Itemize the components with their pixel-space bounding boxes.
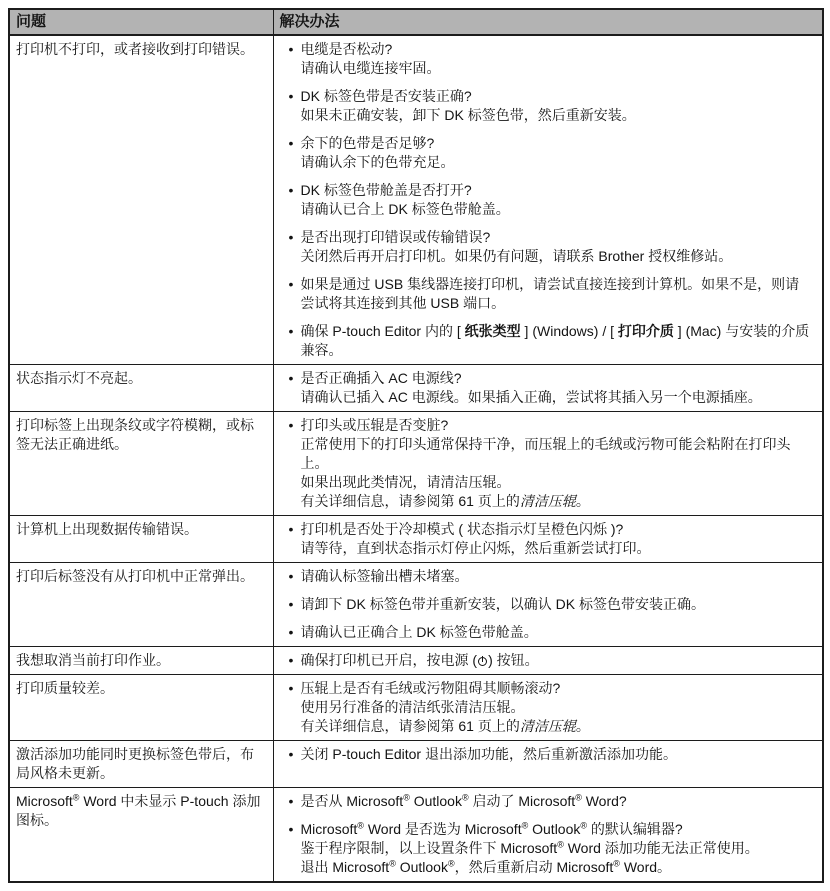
problem-cell: Microsoft® Word 中未显示 P-touch 添加图标。 xyxy=(9,788,273,883)
solution-item: • 余下的色带是否足够? 请确认余下的色带充足。 xyxy=(288,134,813,172)
solution-item: • 如果是通过 USB 集线器连接打印机，请尝试直接连接到计算机。如果不是，则请尝试将其连接到其他 USB 端口。 xyxy=(288,275,813,313)
solution-cell xyxy=(273,35,823,365)
solution-item: • 打印机是否处于冷却模式 ( 状态指示灯呈橙色闪烁 )? 请等待，直到状态指示灯停止闪烁，然后重新尝试打印。 xyxy=(288,520,813,558)
problem-cell: 状态指示灯不亮起。 xyxy=(9,365,273,412)
solution-item: • 请确认已正确合上 DK 标签色带舱盖。 xyxy=(288,623,813,642)
solution-item: • 压辊上是否有毛绒或污物阻碍其顺畅滚动? 使用另行准备的清洁纸张清洁压辊。 有关详细信息，请参阅第 61 页上的清洁压辊。 xyxy=(288,679,813,736)
solution-cell xyxy=(273,788,823,883)
solution-cell xyxy=(273,675,823,741)
table-row xyxy=(9,563,823,647)
solution-item: • 关闭 P-touch Editor 退出添加功能，然后重新激活添加功能。 xyxy=(288,745,813,764)
solution-item: • 是否从 Microsoft® Outlook® 启动了 Microsoft® Word? xyxy=(288,792,813,811)
solution-list xyxy=(288,792,813,877)
header-row xyxy=(9,9,823,35)
solution-list xyxy=(288,40,813,360)
solution-item: • 打印头或压辊是否变脏? 正常使用下的打印头通常保持干净，而压辊上的毛绒或污物可能会粘附在打印头上。 如果出现此类情况，请清洁压辊。 有关详细信息，请参阅第 61 页上的清洁压辊。 xyxy=(288,416,813,511)
solution-cell xyxy=(273,647,823,675)
table-row xyxy=(9,516,823,563)
problem-cell: 计算机上出现数据传输错误。 xyxy=(9,516,273,563)
problem-cell: 打印标签上出现条纹或字符模糊，或标签无法正确进纸。 xyxy=(9,412,273,516)
solution-column-header: 解决办法 xyxy=(273,9,823,35)
power-icon xyxy=(478,657,487,666)
solution-item: • 确保打印机已开启，按电源 ( ) 按钮。 xyxy=(288,651,813,670)
solution-item: • 是否正确插入 AC 电源线? 请确认已插入 AC 电源线。如果插入正确，尝试将其插入另一个电源插座。 xyxy=(288,369,813,407)
solution-cell xyxy=(273,365,823,412)
solution-list xyxy=(288,567,813,642)
table-row xyxy=(9,647,823,675)
problem-cell: 打印后标签没有从打印机中正常弹出。 xyxy=(9,563,273,647)
solution-cell xyxy=(273,563,823,647)
solution-list xyxy=(288,416,813,511)
problem-cell: 我想取消当前打印作业。 xyxy=(9,647,273,675)
solution-item: • DK 标签色带舱盖是否打开? 请确认已合上 DK 标签色带舱盖。 xyxy=(288,181,813,219)
problem-column-header: 问题 xyxy=(9,9,273,35)
problem-cell: 激活添加功能同时更换标签色带后，布局风格未更新。 xyxy=(9,741,273,788)
solution-item: • 是否出现打印错误或传输错误? 关闭然后再开启打印机。如果仍有问题，请联系 Brother 授权维修站。 xyxy=(288,228,813,266)
solution-item: • Microsoft® Word 是否选为 Microsoft® Outlook® 的默认编辑器? 鉴于程序限制，以上设置条件下 Microsoft® Word 添加功能无法正常使用。 退出 Microsoft® Outlook®，然后重新启动 Microsoft® Word。 xyxy=(288,820,813,877)
problem-cell: 打印机不打印，或者接收到打印错误。 xyxy=(9,35,273,365)
table-row xyxy=(9,35,823,365)
solution-list xyxy=(288,651,813,670)
table-row xyxy=(9,741,823,788)
solution-item: • 请卸下 DK 标签色带并重新安装，以确认 DK 标签色带安装正确。 xyxy=(288,595,813,614)
table-row xyxy=(9,412,823,516)
table-row xyxy=(9,365,823,412)
solution-cell xyxy=(273,516,823,563)
solution-list xyxy=(288,745,813,764)
troubleshooting-table xyxy=(8,8,824,883)
solution-item: • 电缆是否松动? 请确认电缆连接牢固。 xyxy=(288,40,813,78)
problem-cell: 打印质量较差。 xyxy=(9,675,273,741)
solution-list xyxy=(288,679,813,736)
table-row xyxy=(9,675,823,741)
solution-list xyxy=(288,369,813,407)
solution-cell xyxy=(273,412,823,516)
table-row xyxy=(9,788,823,883)
solution-list xyxy=(288,520,813,558)
solution-item: • DK 标签色带是否安装正确? 如果未正确安装，卸下 DK 标签色带，然后重新安装。 xyxy=(288,87,813,125)
solution-item: • 请确认标签输出槽未堵塞。 xyxy=(288,567,813,586)
solution-item: • 确保 P-touch Editor 内的 [ 纸张类型 ] (Windows) / [ 打印介质 ] (Mac) 与安装的介质兼容。 xyxy=(288,322,813,360)
solution-cell xyxy=(273,741,823,788)
